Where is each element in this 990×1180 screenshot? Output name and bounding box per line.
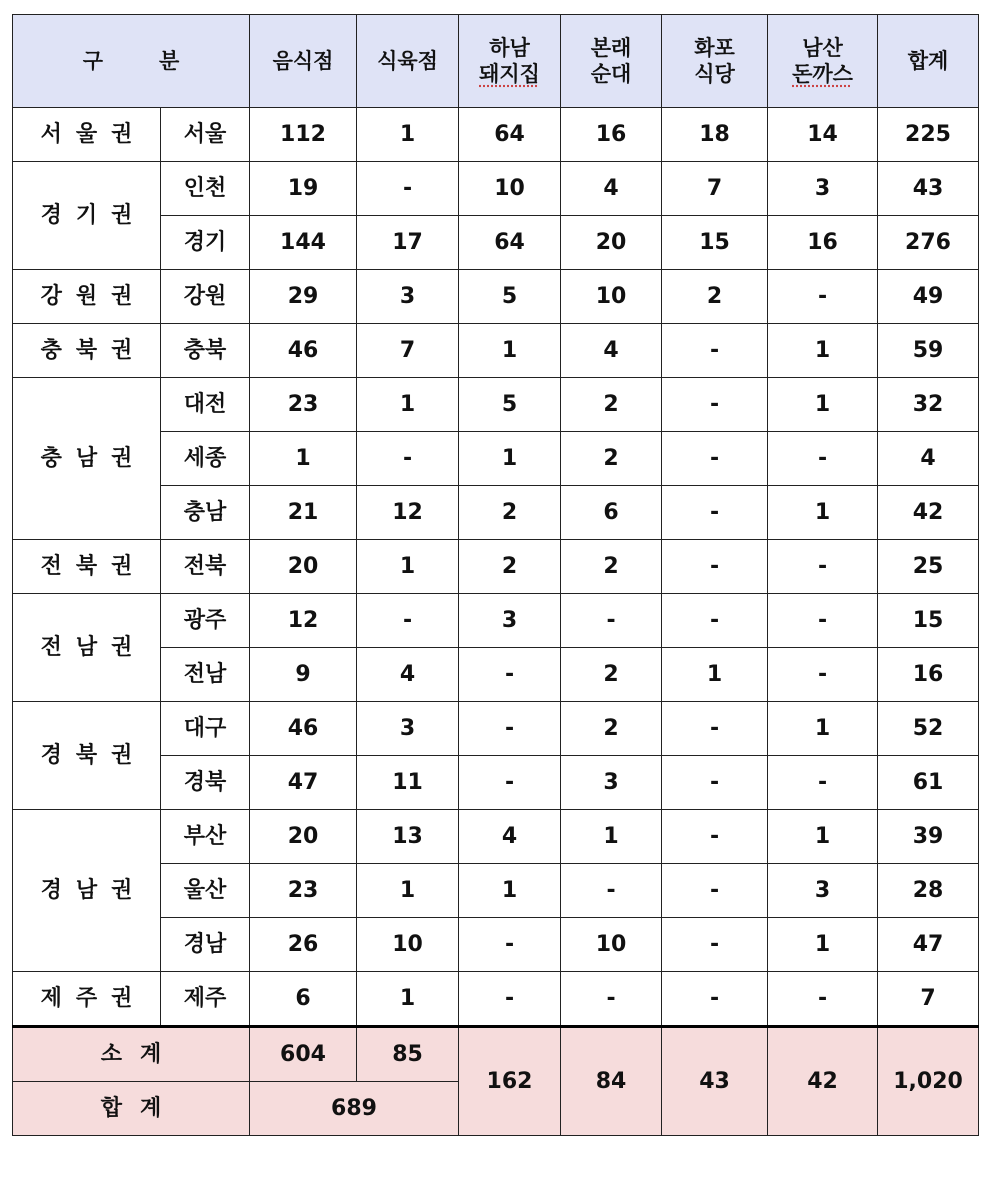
city-cell: 경남	[161, 918, 250, 972]
value-cell: -	[357, 432, 459, 486]
value-cell: 15	[878, 594, 979, 648]
value-cell: 2	[561, 702, 662, 756]
value-cell: 1	[768, 378, 878, 432]
value-cell: 7	[878, 972, 979, 1027]
table-row	[13, 324, 979, 378]
value-cell: -	[768, 972, 878, 1027]
value-cell: 112	[250, 108, 357, 162]
value-cell: -	[662, 756, 768, 810]
value-cell: 10	[561, 270, 662, 324]
value-cell: 16	[561, 108, 662, 162]
table-row	[13, 162, 979, 216]
table-header	[13, 15, 979, 108]
table-body	[13, 108, 979, 1027]
city-cell: 대구	[161, 702, 250, 756]
value-cell: 1	[768, 918, 878, 972]
value-cell: -	[662, 378, 768, 432]
value-cell: 14	[768, 108, 878, 162]
city-cell: 대전	[161, 378, 250, 432]
value-cell: 3	[768, 864, 878, 918]
value-cell: 1	[561, 810, 662, 864]
header-col: 식육점	[357, 15, 459, 108]
city-cell: 충남	[161, 486, 250, 540]
value-cell: -	[459, 756, 561, 810]
value-cell: -	[768, 540, 878, 594]
value-cell: 28	[878, 864, 979, 918]
value-cell: 1	[768, 486, 878, 540]
value-cell: -	[662, 594, 768, 648]
value-cell: 26	[250, 918, 357, 972]
value-cell: -	[768, 270, 878, 324]
table-row	[13, 594, 979, 648]
value-cell: 17	[357, 216, 459, 270]
value-cell: 1	[357, 378, 459, 432]
table-row	[13, 972, 979, 1027]
value-cell: -	[768, 432, 878, 486]
value-cell: 1	[357, 540, 459, 594]
value-cell: 21	[250, 486, 357, 540]
grand-total: 1,020	[878, 1027, 979, 1136]
value-cell: 3	[561, 756, 662, 810]
value-cell: 23	[250, 864, 357, 918]
value-cell: 20	[561, 216, 662, 270]
header-col: 하남 돼지집	[459, 15, 561, 108]
total-label: 합계	[13, 1082, 250, 1136]
city-cell: 강원	[161, 270, 250, 324]
subtotal-butcher: 85	[357, 1027, 459, 1082]
value-cell: 16	[878, 648, 979, 702]
header-col: 화포 식당	[662, 15, 768, 108]
value-cell: 18	[662, 108, 768, 162]
total-bonrae: 84	[561, 1027, 662, 1136]
value-cell: -	[768, 756, 878, 810]
value-cell: -	[357, 594, 459, 648]
value-cell: 1	[459, 864, 561, 918]
value-cell: -	[662, 540, 768, 594]
value-cell: 64	[459, 108, 561, 162]
value-cell: 29	[250, 270, 357, 324]
value-cell: 49	[878, 270, 979, 324]
value-cell: 11	[357, 756, 459, 810]
region-cell: 서울권	[13, 108, 161, 162]
city-cell: 울산	[161, 864, 250, 918]
value-cell: 6	[250, 972, 357, 1027]
header-col: 본래 순대	[561, 15, 662, 108]
region-cell: 강원권	[13, 270, 161, 324]
value-cell: 4	[459, 810, 561, 864]
table-footer	[13, 1027, 979, 1136]
value-cell: -	[662, 702, 768, 756]
value-cell: -	[561, 594, 662, 648]
value-cell: -	[768, 594, 878, 648]
value-cell: 1	[768, 324, 878, 378]
subtotal-label: 소계	[13, 1027, 250, 1082]
value-cell: 3	[357, 702, 459, 756]
total-namsan: 42	[768, 1027, 878, 1136]
region-cell: 충북권	[13, 324, 161, 378]
value-cell: 2	[561, 540, 662, 594]
city-cell: 전남	[161, 648, 250, 702]
value-cell: 1	[662, 648, 768, 702]
region-cell: 전북권	[13, 540, 161, 594]
table-row	[13, 810, 979, 864]
value-cell: 144	[250, 216, 357, 270]
value-cell: 46	[250, 702, 357, 756]
city-cell: 전북	[161, 540, 250, 594]
value-cell: 10	[561, 918, 662, 972]
city-cell: 세종	[161, 432, 250, 486]
region-cell: 경남권	[13, 810, 161, 972]
value-cell: -	[662, 918, 768, 972]
value-cell: 1	[357, 108, 459, 162]
value-cell: 43	[878, 162, 979, 216]
total-hwapo: 43	[662, 1027, 768, 1136]
value-cell: 64	[459, 216, 561, 270]
value-cell: 12	[357, 486, 459, 540]
value-cell: 61	[878, 756, 979, 810]
header-col: 남산 돈까스	[768, 15, 878, 108]
value-cell: 16	[768, 216, 878, 270]
value-cell: 42	[878, 486, 979, 540]
value-cell: 3	[768, 162, 878, 216]
city-cell: 충북	[161, 324, 250, 378]
store-count-table	[12, 14, 979, 1136]
value-cell: 25	[878, 540, 979, 594]
value-cell: -	[459, 972, 561, 1027]
value-cell: -	[768, 648, 878, 702]
value-cell: -	[459, 702, 561, 756]
value-cell: 32	[878, 378, 979, 432]
value-cell: 10	[357, 918, 459, 972]
value-cell: 276	[878, 216, 979, 270]
table-row	[13, 540, 979, 594]
value-cell: 7	[662, 162, 768, 216]
header-gubun: 구분	[13, 15, 250, 108]
total-restaurant-butcher: 689	[250, 1082, 459, 1136]
value-cell: 2	[662, 270, 768, 324]
value-cell: 2	[561, 648, 662, 702]
value-cell: 2	[561, 378, 662, 432]
value-cell: 13	[357, 810, 459, 864]
value-cell: 2	[561, 432, 662, 486]
value-cell: 1	[357, 864, 459, 918]
city-cell: 광주	[161, 594, 250, 648]
header-col: 합계	[878, 15, 979, 108]
total-hanam: 162	[459, 1027, 561, 1136]
table-row	[13, 108, 979, 162]
value-cell: 4	[561, 162, 662, 216]
city-cell: 제주	[161, 972, 250, 1027]
value-cell: -	[662, 324, 768, 378]
city-cell: 경기	[161, 216, 250, 270]
value-cell: -	[357, 162, 459, 216]
value-cell: 47	[878, 918, 979, 972]
subtotal-restaurant: 604	[250, 1027, 357, 1082]
value-cell: 3	[357, 270, 459, 324]
value-cell: 5	[459, 270, 561, 324]
value-cell: 20	[250, 540, 357, 594]
value-cell: 2	[459, 486, 561, 540]
value-cell: 47	[250, 756, 357, 810]
value-cell: 4	[561, 324, 662, 378]
table-row	[13, 378, 979, 432]
table-row	[13, 270, 979, 324]
value-cell: 46	[250, 324, 357, 378]
region-cell: 경기권	[13, 162, 161, 270]
value-cell: 225	[878, 108, 979, 162]
value-cell: 2	[459, 540, 561, 594]
value-cell: 10	[459, 162, 561, 216]
region-cell: 전남권	[13, 594, 161, 702]
region-cell: 제주권	[13, 972, 161, 1027]
city-cell: 인천	[161, 162, 250, 216]
value-cell: -	[459, 648, 561, 702]
value-cell: 1	[250, 432, 357, 486]
value-cell: 3	[459, 594, 561, 648]
value-cell: 1	[768, 810, 878, 864]
value-cell: 1	[357, 972, 459, 1027]
value-cell: -	[662, 486, 768, 540]
value-cell: 12	[250, 594, 357, 648]
region-cell: 충남권	[13, 378, 161, 540]
value-cell: 19	[250, 162, 357, 216]
value-cell: 7	[357, 324, 459, 378]
value-cell: -	[662, 864, 768, 918]
value-cell: 59	[878, 324, 979, 378]
header-col: 음식점	[250, 15, 357, 108]
value-cell: 23	[250, 378, 357, 432]
value-cell: -	[662, 432, 768, 486]
city-cell: 서울	[161, 108, 250, 162]
region-cell: 경북권	[13, 702, 161, 810]
value-cell: 6	[561, 486, 662, 540]
value-cell: 5	[459, 378, 561, 432]
value-cell: 1	[768, 702, 878, 756]
value-cell: -	[561, 864, 662, 918]
value-cell: -	[459, 918, 561, 972]
city-cell: 경북	[161, 756, 250, 810]
value-cell: 1	[459, 324, 561, 378]
value-cell: 52	[878, 702, 979, 756]
value-cell: 15	[662, 216, 768, 270]
value-cell: -	[561, 972, 662, 1027]
value-cell: 4	[878, 432, 979, 486]
value-cell: 1	[459, 432, 561, 486]
city-cell: 부산	[161, 810, 250, 864]
value-cell: 4	[357, 648, 459, 702]
value-cell: -	[662, 810, 768, 864]
table-row	[13, 702, 979, 756]
value-cell: 20	[250, 810, 357, 864]
value-cell: 9	[250, 648, 357, 702]
value-cell: 39	[878, 810, 979, 864]
value-cell: -	[662, 972, 768, 1027]
